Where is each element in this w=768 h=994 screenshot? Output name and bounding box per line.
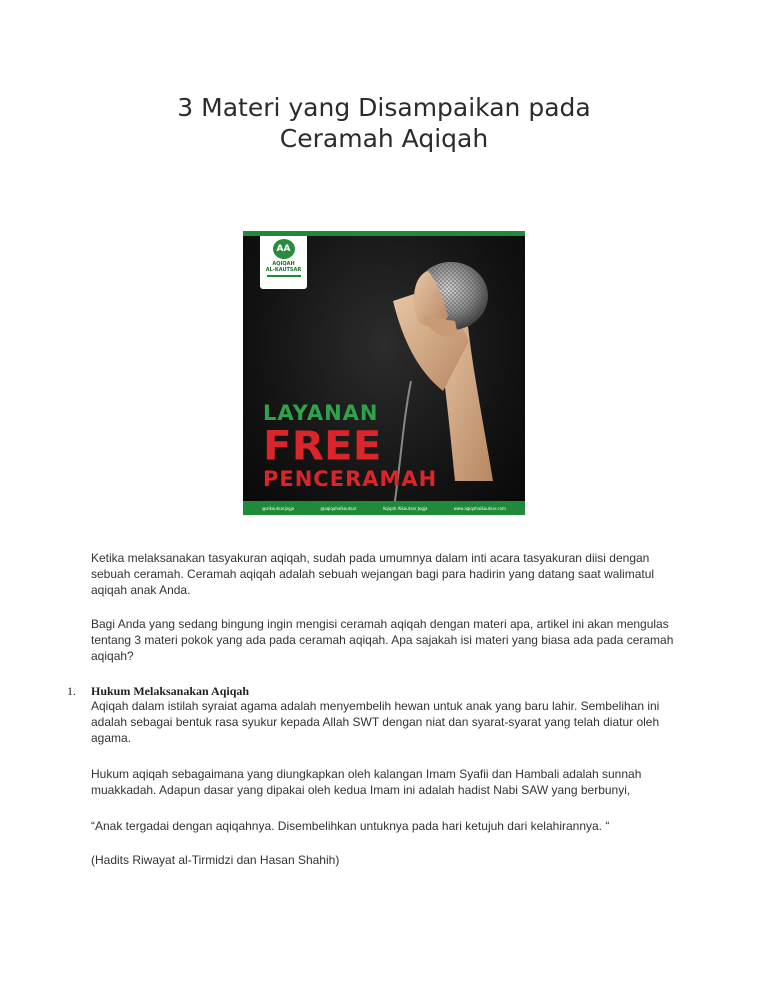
title-line-1: 3 Materi yang Disampaikan pada [177,93,591,122]
paragraph-ruling: Hukum aqiqah sebagaimana yang diungkapkan oleh kalangan Imam Syafii dan Hambali adalah sunnah muakkadah. Adapun dasar yang dipakai oleh kedua Imam ini adalah hadist Nabi SAW yang berbunyi, [91,767,642,797]
hadith-quote: “Anak tergadai dengan aqiqahnya. Disembelihkan untuknya pada hari ketujuh dari kelahirannya. “ [91,819,610,833]
footer-instagram-2: @aqiqahalkautsar [320,505,357,511]
footer-facebook: Aqiqah Alkautsar Jogja [382,505,428,511]
logo-text [266,261,302,273]
logo-text-line-1: AQIQAH [272,261,295,267]
poster-text-penceramah: PENCERAMAH [263,467,438,491]
brand-logo [260,236,307,289]
document-title [0,92,768,154]
logo-mark-icon: AA [273,239,295,259]
paragraph-intro: Ketika melaksanakan tasyakuran aqiqah, sudah pada umumnya dalam inti acara tasyakuran diisi dengan sebuah ceramah. Ceramah aqiqah adalah sebuah wejangan bagi para hadirin yang datang saat walimatul aqiqah anak Anda. [91,551,655,597]
poster-image [243,231,525,515]
list-number: 1. [67,684,76,698]
section-heading: Hukum Melaksanakan Aqiqah [91,684,250,698]
poster-text-free: FREE [263,422,382,469]
footer-website: www.aqiqahalkautsar.com [453,505,506,511]
hadith-source: (Hadits Riwayat al-Tirmidzi dan Hasan Shahih) [91,853,340,867]
title-line-2: Ceramah Aqiqah [279,124,489,153]
paragraph-purpose: Bagi Anda yang sedang bingung ingin mengisi ceramah aqiqah dengan materi apa, artikel ini akan mengulas tentang 3 materi pokok yang ada pada ceramah aqiqah. Apa sajakah isi materi yang biasa ada pada ceramah aqiqah? [91,617,674,663]
logo-text-line-2: AL-KAUTSAR [265,267,302,273]
footer-instagram: @alkautsarjogja [262,505,295,511]
poster-footer [243,501,525,515]
paragraph-definition: Aqiqah dalam istilah syraiat agama adalah menyembelih hewan untuk anak yang baru lahir. Sembelihan ini adalah sebagai bentuk rasa syukur kepada Allah SWT dengan niat dan syarat-syarat yang telah diatur oleh agama. [91,699,660,745]
logo-underline [267,275,301,277]
poster-text-layanan: LAYANAN [263,401,379,425]
